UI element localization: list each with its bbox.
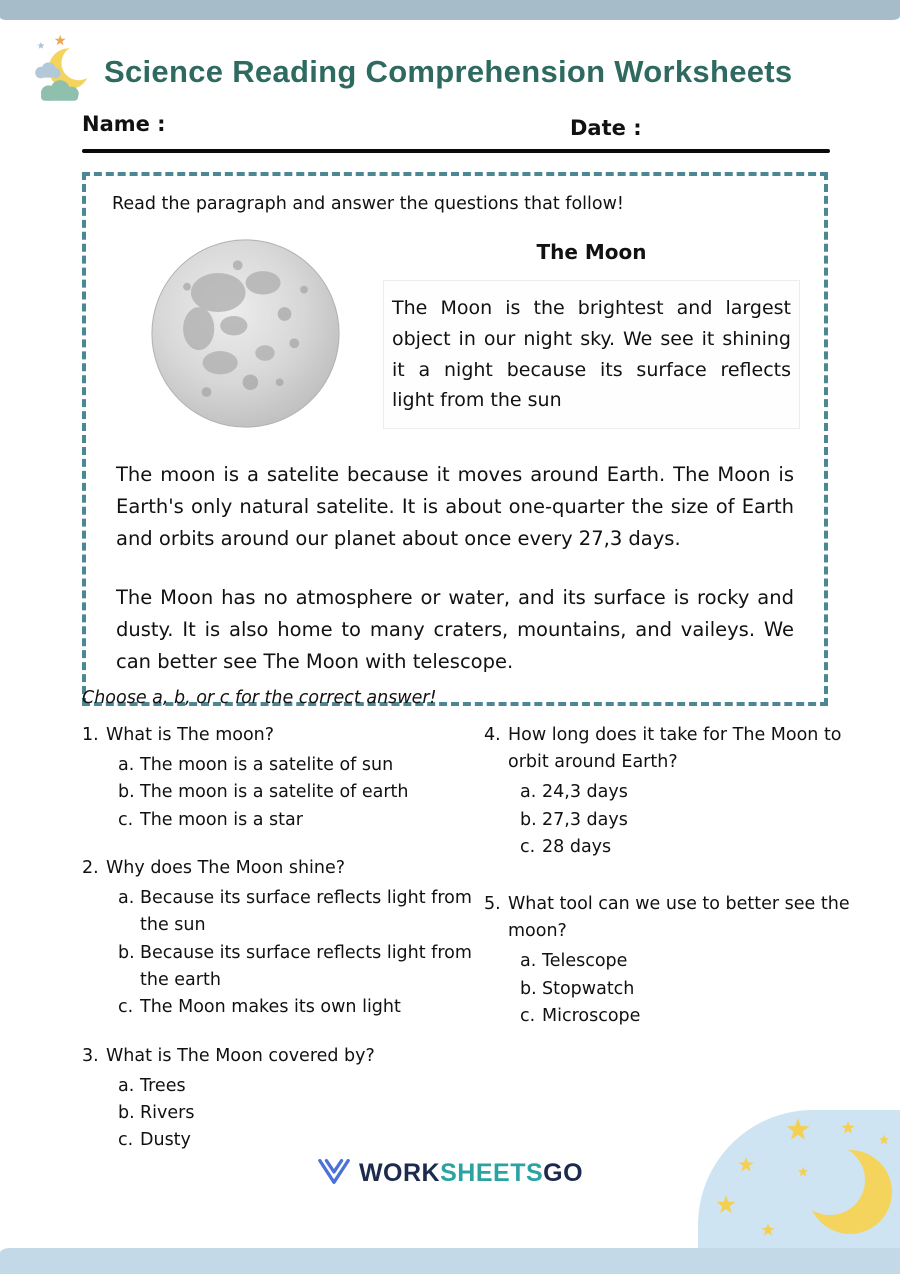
option-letter: a. [520,782,537,803]
moon-cloud-stars-illustration [32,34,96,110]
name-date-row [82,112,830,142]
question-3 [82,1043,484,1155]
header [32,34,792,110]
option-letter: c. [118,1130,134,1151]
question-4 [484,722,862,861]
question-1 [82,722,484,834]
option-letter: b. [520,809,537,830]
option-letter: b. [118,942,135,963]
question-text: 5. What tool can we use to better see the moon? [484,891,862,945]
option-letter: c. [520,836,536,857]
answer-option [520,834,862,861]
answer-option [118,1073,484,1100]
questions-instruction: Choose a, b, or c for the correct answer! [82,688,437,708]
header-divider [82,149,830,153]
answer-options [520,779,862,861]
question-number: 3. [82,1045,99,1066]
option-letter: c. [520,1005,536,1026]
option-text: Dusty [140,1130,191,1151]
option-text: 28 days [542,836,612,857]
date-label: Date : [570,116,642,140]
answer-options [520,948,862,1030]
answer-option [520,1003,862,1030]
question-text: 3. What is The Moon covered by? [82,1043,484,1070]
option-letter: b. [118,782,135,803]
answer-option [118,940,484,995]
option-letter: a. [520,951,537,972]
question-text: 2. Why does The Moon shine? [82,855,484,882]
option-text: 24,3 days [542,782,628,803]
questions-section [82,722,862,1176]
answer-option [118,994,484,1021]
option-letter: b. [520,978,537,999]
option-text: Stopwatch [542,978,635,999]
option-text: The moon is a satelite of earth [140,782,409,803]
option-letter: c. [118,997,134,1018]
answer-option [118,807,484,834]
question-number: 2. [82,858,99,879]
option-text: Microscope [542,1005,641,1026]
passage-paragraph-3: The Moon has no atmosphere or water, and its surface is rocky and dusty. It is also home to many craters, mountains, and vaileys. We can better see The Moon with telescope. [116,586,794,673]
question-5 [484,891,862,1030]
moon-photo [148,236,343,431]
answer-option [520,948,862,975]
answer-option [520,779,862,806]
passage-box [82,172,828,706]
option-letter: b. [118,1103,135,1124]
option-text: The moon is a satelite of sun [140,755,394,776]
passage-title: The Moon [536,240,647,264]
option-text: Because its surface reflects light from the sun [140,888,472,936]
questions-right-column [484,722,862,1176]
answer-option [118,885,484,940]
answer-option [520,976,862,1003]
worksheetsgo-logo-icon [317,1156,351,1190]
option-letter: a. [118,1075,135,1096]
option-letter: c. [118,809,134,830]
name-label: Name : [82,112,166,136]
answer-options [118,885,484,1021]
answer-option [520,807,862,834]
option-text: Trees [140,1075,186,1096]
question-text: 4. How long does it take for The Moon to orbit around Earth? [484,722,862,776]
questions-left-column [82,722,484,1176]
answer-option [118,752,484,779]
question-2 [82,855,484,1022]
answer-options [118,752,484,834]
passage-top-row [110,228,800,431]
passage-intro-paragraph: The Moon is the brightest and largest object in our night sky. We see it shining it a night because its surface reflects light from the sun [383,280,800,429]
option-text: Rivers [140,1103,195,1124]
passage-instruction: Read the paragraph and answer the questions that follow! [112,194,624,214]
passage-right-column [383,232,800,429]
option-text: Telescope [542,951,628,972]
option-text: The Moon makes its own light [140,997,401,1018]
answer-option [118,1100,484,1127]
option-text: 27,3 days [542,809,628,830]
bottom-moon-stars-illustration [698,1110,900,1248]
option-text: Because its surface reflects light from the earth [140,942,472,991]
bottom-decorative-band [0,1248,900,1274]
question-number: 1. [82,725,99,745]
answer-options [118,1073,484,1155]
page-title: Science Reading Comprehension Worksheets [104,54,793,89]
top-decorative-band [0,0,900,20]
option-text: The moon is a star [140,809,303,830]
option-letter: a. [118,755,135,776]
question-number: 4. [484,725,501,745]
answer-option [118,779,484,806]
passage-paragraph-2: The moon is a satelite because it moves around Earth. The Moon is Earth's only natural satelite. It is about one-quarter the size of Earth and orbits around our planet about once every 27,3 days. [116,463,794,550]
worksheetsgo-logo-text: WORKSHEETSGO [358,1158,584,1187]
option-letter: a. [118,888,135,909]
answer-option [118,1127,484,1154]
question-number: 5. [484,894,501,915]
question-text: 1. What is The moon? [82,722,484,749]
